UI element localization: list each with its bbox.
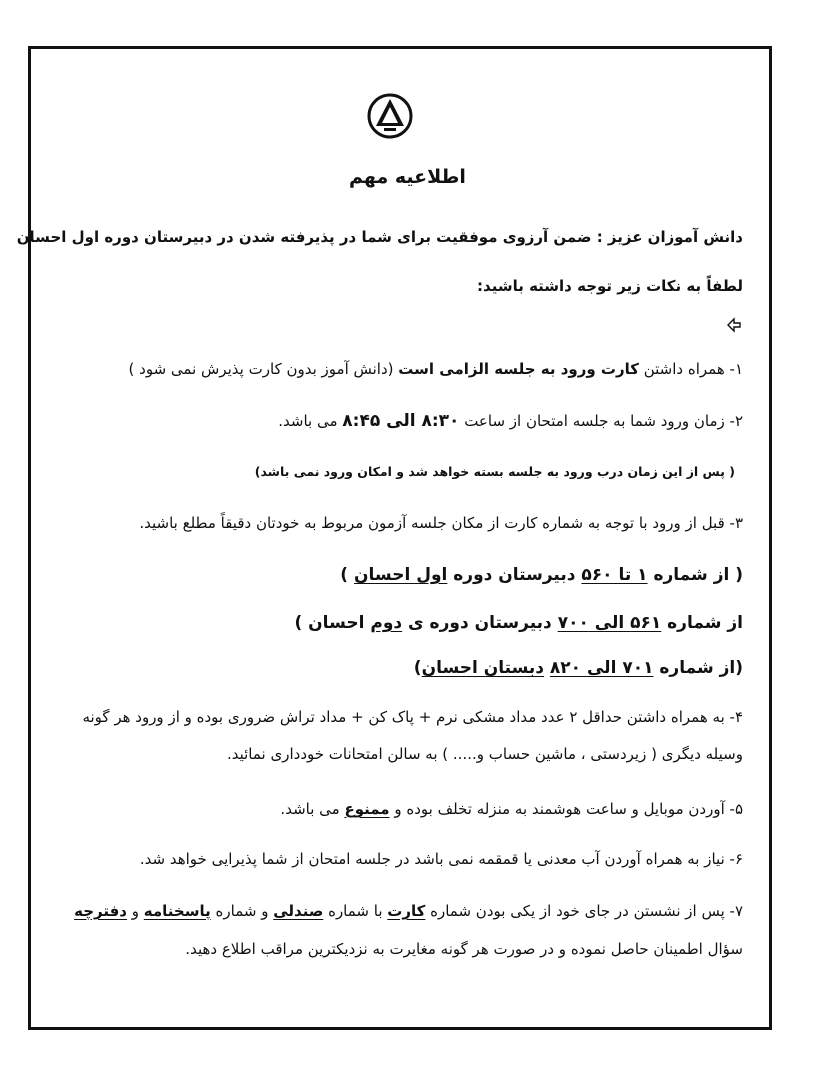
range-2-school: دوم (370, 613, 403, 633)
item-4-line-2: وسیله دیگری ( زیردستی ، ماشین حساب و..... ) به سالن امتحانات خودداری نمائید. (226, 745, 743, 763)
item-1-prefix: ۱- همراه داشتن (638, 360, 743, 378)
item-2-suffix: می باشد. (278, 412, 343, 430)
entry-time: ۸:۳۰ الی ۸:۴۵ (342, 411, 460, 431)
item-1-note: (دانش آموز بدون کارت پذیرش نمی شود ) (128, 360, 399, 378)
item-4-line-1: ۴- به همراه داشتن حداقل ۲ عدد مداد مشکی نرم + پاک کن + مداد تراش ضروری بوده و از ورود هر گونه (82, 708, 743, 726)
range-1-e: ) (340, 565, 354, 585)
range-1 (56, 564, 743, 586)
document-border (16, 46, 772, 1030)
please-note: لطفاً به نکات زیر توجه داشته باشید: (477, 277, 743, 295)
range-1-c: دبیرستان دوره (447, 565, 582, 585)
item-7-e: و شماره (210, 902, 274, 920)
entry-card: کارت ورود (560, 360, 639, 378)
range-3-numbers: ۷۰۱ الی ۸۲۰ (549, 658, 654, 678)
item-5-c: می باشد. (280, 800, 345, 818)
item-6: ۶- نیاز به همراه آوردن آب معدنی یا قمقمه نمی باشد در جلسه امتحان از شما پذیرایی خواهد شد. (139, 850, 743, 868)
item-3: ۳- قبل از ورود با توجه به شماره کارت از مکان جلسه آزمون مربوط به خودتان دقیقاً مطلع باشید. (139, 514, 743, 532)
range-3-a: (از شماره (653, 658, 743, 678)
item-7-a: ۷- پس از نشستن در جای خود از یکی بودن شماره (425, 902, 743, 920)
closing-note: ( پس از این زمان درب ورود به جلسه بسته خواهد شد و امکان ورود نمی باشد) (254, 464, 735, 479)
item-7-g: و (127, 902, 144, 920)
item-1-required: به جلسه الزامی است (398, 360, 561, 378)
item-7-line-1 (56, 900, 743, 922)
range-2-a: از شماره (661, 613, 743, 633)
school-logo-icon (364, 90, 416, 142)
item-2-prefix: ۲- زمان ورود شما به جلسه امتحان از ساعت (459, 412, 743, 430)
item-5-a: ۵- آوردن موبایل و ساعت هوشمند به منزله تخلف بوده و (389, 800, 743, 818)
item-7-card: کارت (387, 902, 426, 920)
range-2-c: دبیرستان دوره ی (402, 613, 558, 633)
notice-title: اطلاعیه مهم (349, 166, 466, 188)
item-2 (56, 410, 743, 432)
item-5 (56, 798, 743, 820)
range-3 (56, 657, 743, 679)
range-1-numbers: ۱ تا ۵۶۰ (581, 565, 648, 585)
range-1-school: اول احسان (354, 565, 448, 585)
range-3-e: ) (413, 658, 422, 678)
item-7-booklet: دفترچه (74, 902, 127, 920)
greeting: دانش آموزان عزیز : ضمن آرزوی موفقیت برای شما در پذیرفته شدن در دبیرستان دوره اول احسان (16, 228, 743, 246)
range-1-a: ( از شماره (647, 565, 743, 585)
item-1 (56, 358, 743, 380)
item-7-c: با شماره (323, 902, 388, 920)
item-7-answer-sheet: پاسخنامه (143, 902, 211, 920)
range-3-school: دبستان احسان (421, 658, 544, 678)
range-2 (56, 612, 743, 634)
range-2-e: احسان ) (294, 613, 371, 633)
forbidden-word: ممنوع (344, 800, 390, 818)
item-7-line-2: سؤال اطمینان حاصل نموده و در صورت هر گونه مغایرت به نزدیکترین مراقب اطلاع دهید. (185, 940, 743, 958)
pointing-hand-icon (725, 316, 743, 334)
item-7-seat: صندلی (273, 902, 324, 920)
range-2-numbers: ۵۶۱ الی ۷۰۰ (557, 613, 662, 633)
